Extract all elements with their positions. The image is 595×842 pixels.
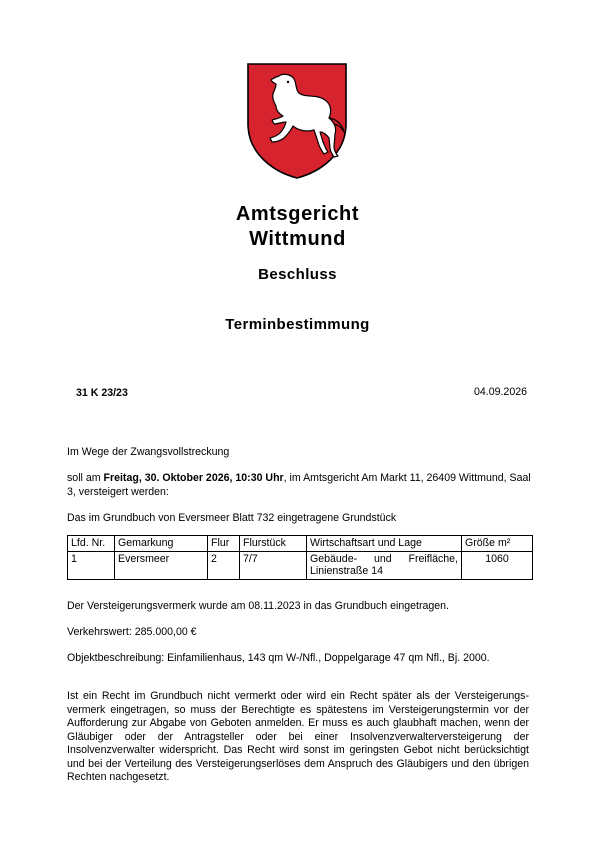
court-name-line1: Amtsgericht <box>235 203 360 225</box>
grundbuch-table <box>67 535 533 580</box>
cell-lfd-nr: 1 <box>68 551 115 579</box>
document-subject: Terminbestimmung <box>225 316 370 333</box>
cell-gemarkung: Eversmeer <box>115 551 208 579</box>
cell-groesse: 1060 <box>462 551 533 579</box>
table-header-row <box>68 536 533 552</box>
col-header-gemarkung: Gemarkung <box>115 536 208 552</box>
court-name-line2: Wittmund <box>249 228 346 250</box>
termin-suffix: , im Amtsgericht Am Markt 11, 26409 Wittmund, Saal 3, versteigert werden: <box>67 472 531 498</box>
intro-text: Im Wege der Zwangsvollstreckung <box>67 446 230 458</box>
col-header-groesse: Größe m² <box>462 536 533 552</box>
table-row <box>68 551 533 579</box>
col-header-flur: Flur <box>208 536 240 552</box>
case-number: 31 K 23/23 <box>76 387 128 399</box>
document-date: 04.09.2026 <box>473 386 527 398</box>
cell-flurstueck: 7/7 <box>240 551 307 579</box>
coat-of-arms-horse-icon <box>246 62 348 180</box>
col-header-wirtschaftsart: Wirtschaftsart und Lage <box>307 536 462 552</box>
document-type: Beschluss <box>258 266 337 283</box>
cell-wirtschaftsart-text: Gebäude- und Freifläche, <box>310 552 458 565</box>
termin-datetime: Freitag, 30. Oktober 2026, 10:30 Uhr <box>103 472 284 484</box>
objektbeschreibung-text: Objektbeschreibung: Einfamilienhaus, 143 qm W-/Nfl., Doppelgarage 47 qm Nfl., Bj. 2000. <box>67 652 490 664</box>
cell-wirtschaftsart <box>307 551 462 579</box>
termin-prefix: soll am <box>67 472 104 484</box>
cell-flur: 2 <box>208 551 240 579</box>
grundbuch-text: Das im Grundbuch von Eversmeer Blatt 732 eingetragene Grundstück <box>67 512 397 524</box>
col-header-flurstueck: Flurstück <box>240 536 307 552</box>
cell-lage-text: Linienstraße 14 <box>310 565 384 577</box>
col-header-lfd-nr: Lfd. Nr. <box>68 536 115 552</box>
vermerk-text: Der Versteigerungsvermerk wurde am 08.11.2023 in das Grundbuch eingetragen. <box>67 600 449 612</box>
termin-paragraph <box>67 472 531 499</box>
hinweis-paragraph: Ist ein Recht im Grundbuch nicht vermerkt oder wird ein Recht später als der Versteigerungs-vermerk eingetragen, so muss der Berechtigte es spätestens im Versteigerungstermin vor der Aufforderung zur Abgabe von Geboten anmelden. Er muss es auch glaubhaft machen, wenn der Gläubiger oder der Antragsteller oder bei einer Insolvenzverwalterversteigerung der Insolvenzverwalter widerspricht. Das Recht wird sonst im geringsten Gebot nicht berücksichtigt und bei der Verteilung des Versteigerungserlöses dem Anspruch des Gläubigers und den übrigen Rechten nachgesetzt. <box>67 690 529 783</box>
verkehrswert-text: Verkehrswert: 285.000,00 € <box>67 626 197 638</box>
